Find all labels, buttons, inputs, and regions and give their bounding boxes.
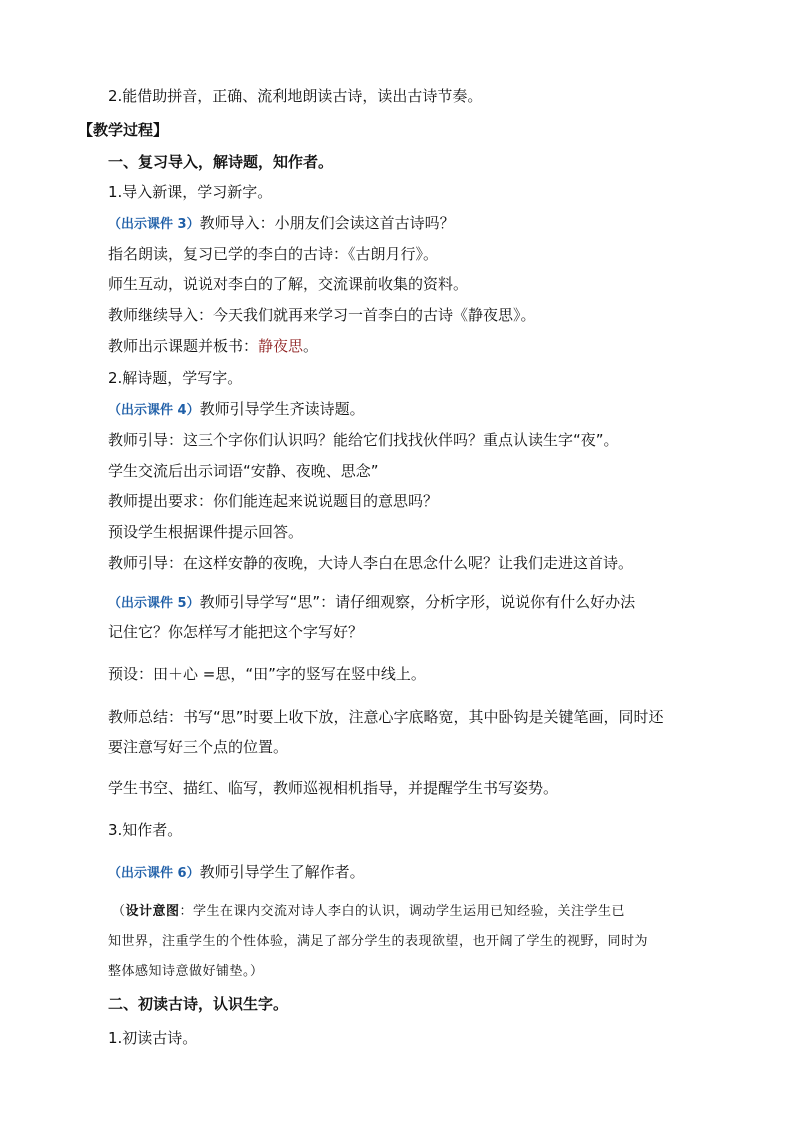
courseware-5-paragraph bbox=[108, 592, 635, 614]
title-suffix: 。 bbox=[303, 337, 319, 355]
section-2-item-1: 1.初读古诗。 bbox=[108, 1029, 198, 1047]
courseware-6-text: 教师引导学生了解作者。 bbox=[199, 863, 365, 881]
section-1-item-2: 2.解诗题，学写字。 bbox=[108, 369, 243, 387]
guide-paragraph-1: 教师引导：这三个字你们认识吗？能给它们找找伙伴吗？重点认读生字“夜”。 bbox=[108, 431, 619, 449]
preset-paragraph-2: 预设：田＋心 =思，“田”字的竖写在竖中线上。 bbox=[108, 665, 426, 683]
summary-paragraph-line-1: 教师总结：书写“思”时要上收下放，注意心字底略宽，其中卧钩是关键笔画，同时还 bbox=[108, 708, 664, 726]
guide-paragraph-2: 教师引导：在这样安静的夜晚，大诗人李白在思念什么呢？让我们走进这首诗。 bbox=[108, 554, 634, 572]
design-intent-label: 设计意图 bbox=[125, 904, 180, 919]
design-intent-open: （ bbox=[112, 904, 126, 919]
courseware-4-text: 教师引导学生齐读诗题。 bbox=[199, 400, 365, 418]
words-paragraph: 学生交流后出示词语“安静、夜晚、思念” bbox=[108, 462, 379, 480]
section-2-title: 二、初读古诗，认识生字。 bbox=[108, 995, 289, 1013]
courseware-4-tag: （出示课件 4） bbox=[108, 403, 200, 418]
design-intent-line-3: 整体感知诗意做好铺垫。） bbox=[108, 964, 264, 979]
interact-paragraph: 师生互动，说说对李白的了解，交流课前收集的资料。 bbox=[108, 275, 469, 293]
section-1-item-3: 3.知作者。 bbox=[108, 821, 183, 839]
courseware-5-text: 教师引导学写“思”：请仔细观察，分析字形，说说你有什么好办法 bbox=[199, 593, 636, 611]
preset-paragraph: 预设学生根据课件提示回答。 bbox=[108, 523, 304, 541]
process-heading: 【教学过程】 bbox=[78, 121, 169, 139]
courseware-6-tag: （出示课件 6） bbox=[108, 866, 200, 881]
design-intent-text-1: ：学生在课内交流对诗人李白的认识，调动学生运用已知经验，关注学生已 bbox=[179, 904, 626, 919]
request-paragraph: 教师提出要求：你们能连起来说说题目的意思吗？ bbox=[108, 492, 439, 510]
design-intent-line-2: 知世界，注重学生的个性体验，满足了部分学生的表现欲望，也开阔了学生的视野，同时为 bbox=[108, 934, 649, 949]
section-1-item-1: 1.导入新课，学习新字。 bbox=[108, 183, 273, 201]
section-1-title: 一、复习导入，解诗题，知作者。 bbox=[108, 153, 334, 171]
goal-2: 2.能借助拼音，正确、流利地朗读古诗，读出古诗节奏。 bbox=[108, 87, 483, 105]
poem-title-highlight: 静夜思 bbox=[258, 337, 304, 355]
courseware-6-paragraph bbox=[108, 862, 365, 884]
title-prefix: 教师出示课题并板书： bbox=[108, 337, 259, 355]
courseware-5-continuation: 记住它？你怎样写才能把这个字写好？ bbox=[108, 623, 364, 641]
practice-paragraph: 学生书空、描红、临写，教师巡视相机指导，并提醒学生书写姿势。 bbox=[108, 779, 559, 797]
recite-paragraph: 指名朗读，复习已学的李白的古诗：《古朗月行》。 bbox=[108, 245, 439, 263]
title-paragraph bbox=[108, 336, 318, 356]
courseware-3-paragraph bbox=[108, 213, 455, 235]
design-intent-line-1 bbox=[112, 902, 625, 922]
summary-paragraph-line-2: 要注意写好三个点的位置。 bbox=[108, 738, 289, 756]
continue-paragraph: 教师继续导入：今天我们就再来学习一首李白的古诗《静夜思》。 bbox=[108, 306, 536, 324]
courseware-3-text: 教师导入：小朋友们会读这首古诗吗？ bbox=[199, 214, 455, 232]
courseware-3-tag: （出示课件 3） bbox=[108, 217, 200, 232]
courseware-4-paragraph bbox=[108, 399, 365, 421]
courseware-5-tag: （出示课件 5） bbox=[108, 596, 200, 611]
